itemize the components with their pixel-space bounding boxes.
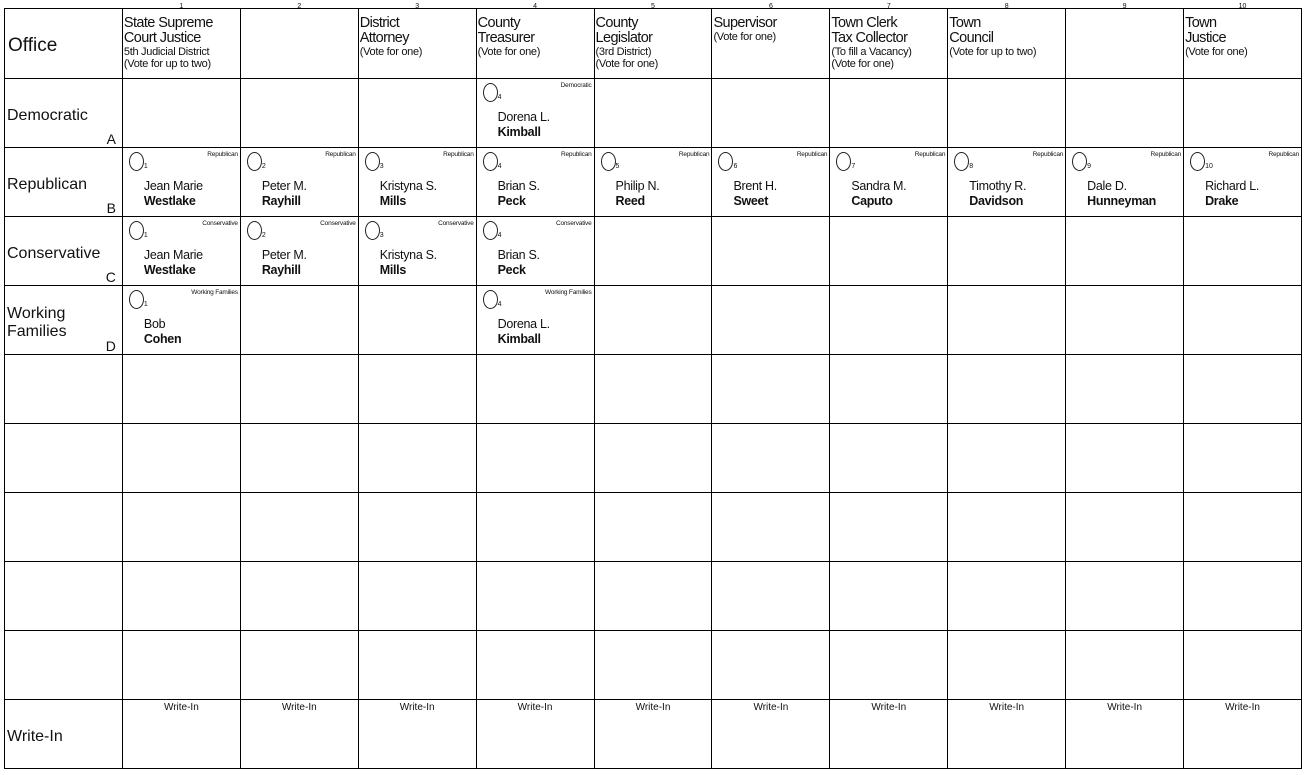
empty-cell (948, 424, 1066, 493)
empty-cell (1184, 355, 1302, 424)
column-number: 8 (1004, 3, 1009, 10)
empty-cell (830, 79, 948, 148)
writein-row (5, 700, 1302, 769)
writein-cell[interactable] (594, 700, 712, 769)
empty-cell (358, 562, 476, 631)
column-number: 1 (179, 3, 184, 10)
candidate-first-name: Kristyna S. (379, 248, 437, 262)
empty-row (5, 631, 1302, 700)
party-row (5, 217, 1302, 286)
candidate-last-name: Kimball (497, 125, 541, 139)
empty-cell (830, 631, 948, 700)
writein-label: Write-In (753, 702, 789, 713)
candidate-first-name: Brian S. (497, 248, 540, 262)
oval-number: 4 (497, 94, 502, 101)
writein-cell[interactable] (476, 700, 594, 769)
office-name-line: Attorney (359, 30, 409, 46)
empty-cell (122, 355, 240, 424)
oval-number: 2 (261, 232, 266, 239)
empty-cell (5, 631, 123, 700)
column-number: 4 (533, 3, 538, 10)
candidate-last-name: Drake (1205, 194, 1239, 208)
office-name-line: Tax Collector (831, 30, 908, 46)
empty-row (5, 355, 1302, 424)
candidate-first-name: Peter M. (261, 179, 307, 193)
empty-cell (948, 355, 1066, 424)
candidate-last-name: Caputo (851, 194, 893, 208)
column-number: 5 (651, 3, 655, 10)
ballot (4, 3, 1302, 770)
candidate-last-name: Sweet (733, 194, 769, 208)
oval-number: 8 (969, 163, 974, 170)
office-name-line: Town Clerk (831, 15, 898, 31)
column-number: 2 (297, 3, 302, 10)
vote-oval[interactable] (129, 221, 144, 240)
office-instruction-line: (To fill a Vacancy) (831, 46, 912, 58)
candidate-cell[interactable] (358, 217, 476, 286)
candidate-first-name: Peter M. (261, 248, 307, 262)
office-header-cell (712, 3, 830, 79)
vote-oval[interactable] (483, 83, 498, 102)
empty-cell (712, 562, 830, 631)
party-tag: Republican (678, 151, 710, 158)
candidate-last-name: Westlake (143, 194, 196, 208)
empty-cell (1184, 631, 1302, 700)
candidate-first-name: Jean Marie (143, 179, 203, 193)
party-tag: Conservative (320, 220, 356, 227)
writein-label: Write-In (1107, 702, 1143, 713)
party-tag: Working Families (545, 289, 592, 296)
empty-cell (122, 424, 240, 493)
office-header-cell (830, 3, 948, 79)
empty-cell (1066, 424, 1184, 493)
empty-cell (240, 286, 358, 355)
candidate-cell[interactable] (122, 217, 240, 286)
oval-number: 3 (379, 232, 384, 239)
party-tag: Republican (325, 151, 356, 158)
empty-cell (712, 493, 830, 562)
office-instruction-line: (Vote for one) (831, 58, 894, 70)
empty-cell (358, 286, 476, 355)
party-name (7, 305, 67, 341)
candidate-cell[interactable] (476, 217, 594, 286)
office-name-line: County (595, 15, 638, 31)
office-header-cell (1066, 3, 1184, 79)
candidate-cell[interactable] (358, 148, 476, 217)
empty-cell (476, 424, 594, 493)
empty-cell (948, 286, 1066, 355)
candidate-last-name: Mills (379, 194, 407, 208)
empty-cell (1184, 562, 1302, 631)
oval-number: 6 (733, 163, 738, 170)
empty-cell (712, 79, 830, 148)
empty-cell (1066, 355, 1184, 424)
empty-row (5, 493, 1302, 562)
vote-oval[interactable] (247, 221, 262, 240)
party-name (7, 245, 100, 263)
empty-cell (712, 424, 830, 493)
vote-oval[interactable] (365, 221, 380, 240)
office-header-cell (948, 3, 1066, 79)
writein-cell[interactable] (712, 700, 830, 769)
office-header-cell (476, 3, 594, 79)
office-name-line: Supervisor (713, 15, 777, 31)
writein-title: Write-In (7, 728, 63, 745)
empty-row (5, 562, 1302, 631)
empty-cell (712, 631, 830, 700)
party-name-line: Republican (7, 176, 88, 193)
empty-cell (240, 424, 358, 493)
candidate-last-name: Davidson (969, 194, 1024, 208)
writein-cell[interactable] (1066, 700, 1184, 769)
candidate-cell[interactable] (122, 148, 240, 217)
office-name-line: Treasurer (477, 30, 535, 46)
candidate-last-name: Cohen (143, 332, 182, 346)
oval-number: 10 (1205, 163, 1213, 170)
office-name-line: Town (1185, 15, 1217, 31)
empty-cell (358, 79, 476, 148)
party-name-line: Conservative (7, 245, 101, 262)
candidate-cell[interactable] (948, 148, 1066, 217)
candidate-first-name: Jean Marie (143, 248, 203, 262)
office-heading (713, 16, 828, 43)
party-row (5, 79, 1302, 148)
office-heading (1185, 16, 1300, 58)
oval-number: 1 (143, 163, 148, 170)
party-tag: Republican (796, 151, 828, 158)
candidate-first-name: Brian S. (497, 179, 540, 193)
empty-cell (830, 355, 948, 424)
office-name-line: District (359, 15, 400, 31)
office-header-cell (358, 3, 476, 79)
party-tag: Conservative (202, 220, 238, 227)
party-name-line: Democratic (7, 107, 88, 124)
writein-label: Write-In (163, 702, 199, 713)
writein-label: Write-In (871, 702, 907, 713)
empty-cell (594, 217, 712, 286)
party-tag: Conservative (555, 220, 592, 227)
candidate-last-name: Peck (497, 194, 526, 208)
office-header-cell (122, 3, 240, 79)
empty-cell (476, 355, 594, 424)
empty-cell (712, 286, 830, 355)
office-instruction-line: (Vote for up to two) (949, 46, 1037, 58)
party-row (5, 148, 1302, 217)
empty-cell (594, 286, 712, 355)
empty-cell (1066, 217, 1184, 286)
empty-row (5, 424, 1302, 493)
candidate-first-name: Kristyna S. (379, 179, 437, 193)
empty-cell (830, 217, 948, 286)
empty-cell (1066, 631, 1184, 700)
vote-oval[interactable] (247, 152, 262, 171)
candidate-last-name: Mills (379, 263, 407, 277)
office-heading (478, 16, 593, 58)
vote-oval[interactable] (365, 152, 380, 171)
empty-cell (594, 355, 712, 424)
vote-oval[interactable] (129, 152, 144, 171)
empty-cell (1184, 424, 1302, 493)
empty-cell (712, 217, 830, 286)
empty-cell (122, 562, 240, 631)
writein-cell[interactable] (240, 700, 358, 769)
candidate-cell[interactable] (712, 148, 830, 217)
office-instruction-line: (Vote for up to two) (123, 58, 211, 70)
oval-number: 9 (1087, 163, 1092, 170)
oval-number: 3 (379, 163, 384, 170)
writein-cell[interactable] (830, 700, 948, 769)
empty-cell (240, 79, 358, 148)
party-tag: Democratic (560, 82, 592, 89)
empty-cell (358, 355, 476, 424)
candidate-first-name: Dale D. (1087, 179, 1127, 193)
office-name-line: County (477, 15, 520, 31)
writein-cell[interactable] (1184, 700, 1302, 769)
office-label-cell (5, 9, 123, 79)
candidate-last-name: Rayhill (261, 263, 301, 277)
candidate-last-name: Hunneyman (1087, 194, 1156, 208)
candidate-last-name: Westlake (143, 263, 196, 277)
empty-cell (830, 424, 948, 493)
office-name-line: State Supreme (123, 15, 213, 31)
office-heading (831, 16, 946, 70)
oval-number: 1 (143, 232, 148, 239)
candidate-first-name: Brent H. (733, 179, 777, 193)
empty-cell (830, 493, 948, 562)
vote-oval[interactable] (836, 152, 851, 171)
candidate-cell[interactable] (476, 79, 594, 148)
candidate-first-name: Philip N. (615, 179, 660, 193)
office-name-line: Council (949, 30, 994, 46)
vote-oval[interactable] (1190, 152, 1205, 171)
empty-cell (1066, 562, 1184, 631)
empty-cell (1066, 493, 1184, 562)
empty-cell (948, 493, 1066, 562)
candidate-cell[interactable] (476, 286, 594, 355)
candidate-cell[interactable] (240, 217, 358, 286)
party-tag: Republican (1032, 151, 1064, 158)
candidate-last-name: Peck (497, 263, 526, 277)
empty-cell (1184, 286, 1302, 355)
party-name (7, 176, 87, 194)
empty-cell (476, 631, 594, 700)
writein-label: Write-In (399, 702, 435, 713)
candidate-first-name: Dorena L. (497, 110, 550, 124)
column-number: 6 (768, 3, 773, 10)
party-name-line: Families (7, 323, 67, 340)
office-instruction-line: (Vote for one) (713, 31, 776, 43)
oval-number: 5 (615, 163, 620, 170)
party-row-letter: D (105, 338, 116, 354)
party-name (7, 107, 88, 125)
vote-oval[interactable] (483, 290, 498, 309)
office-instruction-line: (3rd District) (595, 46, 652, 58)
empty-cell (240, 562, 358, 631)
empty-cell (594, 562, 712, 631)
office-name-line: Town (949, 15, 981, 31)
empty-cell (122, 79, 240, 148)
candidate-last-name: Rayhill (261, 194, 301, 208)
office-heading (360, 16, 475, 58)
party-row-letter: A (106, 131, 116, 147)
empty-cell (240, 355, 358, 424)
empty-cell (594, 79, 712, 148)
candidate-cell[interactable] (1184, 148, 1302, 217)
candidate-first-name: Richard L. (1205, 179, 1260, 193)
candidate-last-name: Reed (615, 194, 645, 208)
ballot-table (4, 3, 1302, 769)
office-header-row (5, 9, 1302, 79)
oval-number: 4 (497, 163, 502, 170)
empty-cell (594, 493, 712, 562)
office-instruction-line: 5th Judicial District (123, 46, 210, 58)
empty-cell (712, 355, 830, 424)
candidate-cell[interactable] (122, 286, 240, 355)
office-heading (949, 16, 1064, 58)
party-row-letter: C (105, 269, 116, 285)
party-label-cell (5, 79, 123, 148)
empty-cell (1066, 286, 1184, 355)
empty-cell (948, 79, 1066, 148)
vote-oval[interactable] (718, 152, 733, 171)
candidate-first-name: Bob (143, 317, 166, 331)
candidate-cell[interactable] (240, 148, 358, 217)
office-instruction-line: (Vote for one) (477, 46, 541, 58)
party-tag: Republican (207, 151, 238, 158)
party-tag: Conservative (438, 220, 474, 227)
writein-label: Write-In (1225, 702, 1260, 713)
empty-cell (1066, 79, 1184, 148)
party-tag: Republican (561, 151, 592, 158)
empty-cell (594, 631, 712, 700)
empty-cell (476, 562, 594, 631)
candidate-cell[interactable] (476, 148, 594, 217)
column-number: 10 (1238, 3, 1247, 10)
candidate-first-name: Dorena L. (497, 317, 550, 331)
writein-cell[interactable] (122, 700, 240, 769)
office-instruction-line: (Vote for one) (1185, 46, 1248, 58)
empty-cell (5, 562, 123, 631)
empty-cell (240, 493, 358, 562)
vote-oval[interactable] (954, 152, 969, 171)
empty-cell (830, 562, 948, 631)
empty-cell (240, 631, 358, 700)
candidate-cell[interactable] (830, 148, 948, 217)
office-header-cell (1184, 3, 1302, 79)
writein-label: Write-In (635, 702, 671, 713)
party-tag: Working Families (191, 289, 238, 296)
empty-cell (1184, 79, 1302, 148)
office-name-line: Justice (1185, 30, 1226, 46)
empty-cell (122, 631, 240, 700)
office-label: Office (8, 35, 58, 56)
party-label-cell (5, 286, 123, 355)
oval-number: 4 (497, 232, 502, 239)
empty-cell (1184, 493, 1302, 562)
column-number: 9 (1122, 3, 1127, 10)
office-name-line: Court Justice (123, 30, 201, 46)
empty-cell (122, 493, 240, 562)
office-instruction-line: (Vote for one) (359, 46, 423, 58)
party-row (5, 286, 1302, 355)
empty-cell (594, 424, 712, 493)
empty-cell (476, 493, 594, 562)
oval-number: 4 (497, 301, 502, 308)
oval-number: 2 (261, 163, 266, 170)
empty-cell (1184, 217, 1302, 286)
empty-cell (358, 424, 476, 493)
writein-label-cell (5, 700, 123, 769)
oval-number: 7 (851, 163, 856, 170)
vote-oval[interactable] (483, 152, 498, 171)
writein-label: Write-In (281, 702, 317, 713)
party-name-line: Working (7, 305, 66, 322)
party-tag: Republican (443, 151, 474, 158)
candidate-first-name: Timothy R. (969, 179, 1027, 193)
vote-oval[interactable] (601, 152, 616, 171)
party-tag: Republican (914, 151, 946, 158)
party-label-cell (5, 217, 123, 286)
party-row-letter: B (106, 200, 116, 216)
office-name-line: Legislator (595, 30, 653, 46)
empty-cell (948, 631, 1066, 700)
candidate-cell[interactable] (594, 148, 712, 217)
vote-oval[interactable] (483, 221, 498, 240)
office-heading (596, 16, 711, 70)
empty-cell (830, 286, 948, 355)
party-tag: Republican (1268, 151, 1299, 158)
vote-oval[interactable] (1072, 152, 1087, 171)
candidate-cell[interactable] (1066, 148, 1184, 217)
candidate-first-name: Sandra M. (851, 179, 907, 193)
party-tag: Republican (1150, 151, 1182, 158)
writein-label: Write-In (989, 702, 1025, 713)
writein-cell[interactable] (358, 700, 476, 769)
column-number: 3 (415, 3, 420, 10)
empty-cell (358, 631, 476, 700)
empty-cell (5, 424, 123, 493)
office-header-cell (594, 3, 712, 79)
office-instruction-line: (Vote for one) (595, 58, 658, 70)
empty-cell (358, 493, 476, 562)
office-heading (124, 16, 239, 70)
writein-label: Write-In (517, 702, 553, 713)
oval-number: 1 (143, 301, 148, 308)
empty-cell (948, 217, 1066, 286)
vote-oval[interactable] (129, 290, 144, 309)
office-header-cell (240, 3, 358, 79)
empty-cell (5, 355, 123, 424)
candidate-last-name: Kimball (497, 332, 541, 346)
writein-cell[interactable] (948, 700, 1066, 769)
empty-cell (5, 493, 123, 562)
empty-cell (948, 562, 1066, 631)
column-number: 7 (886, 3, 891, 10)
party-label-cell (5, 148, 123, 217)
